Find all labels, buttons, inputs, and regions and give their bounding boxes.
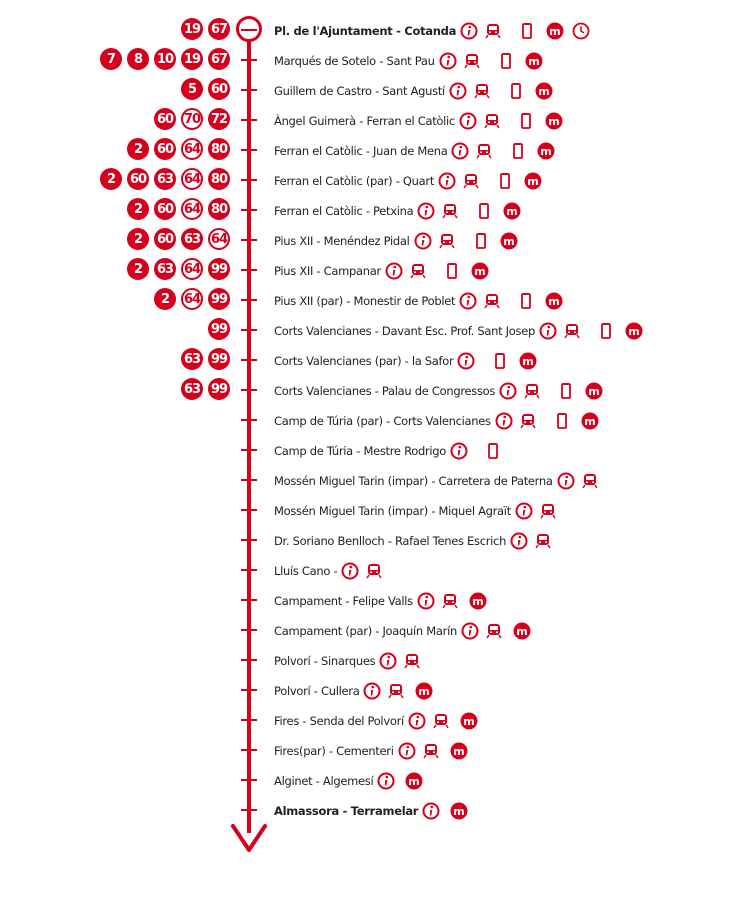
bus-line-badge[interactable]: 2 [127, 228, 149, 250]
metro-icon[interactable] [500, 232, 518, 250]
bus-line-badge[interactable]: 67 [208, 48, 230, 70]
metro-station-icon[interactable] [485, 622, 503, 640]
bus-line-badge[interactable]: 60 [208, 78, 230, 100]
stop [274, 381, 603, 401]
bus-line-badge[interactable]: 60 [154, 108, 176, 130]
bus-line-badge[interactable]: 64 [181, 198, 203, 220]
svg-text:m: m [522, 355, 535, 368]
bus-line-badge[interactable]: 99 [208, 378, 230, 400]
stop [274, 351, 537, 371]
bus-stop-icon[interactable] [518, 22, 536, 40]
stop [274, 561, 383, 581]
stop-tick [241, 599, 257, 601]
bus-line-badge[interactable]: 60 [154, 228, 176, 250]
stop-tick [241, 389, 257, 391]
stop-name[interactable]: Pl. de l'Ajuntament - Cotanda [274, 24, 457, 38]
metro-station-icon[interactable] [403, 652, 421, 670]
stop-row [0, 165, 733, 195]
stop-row [0, 705, 733, 735]
bus-lines [122, 228, 230, 250]
stop-row [0, 375, 733, 405]
metro-station-icon[interactable] [422, 742, 440, 760]
info-icon[interactable] [379, 652, 397, 670]
metro-icon[interactable] [581, 412, 599, 430]
metro-icon[interactable] [405, 772, 423, 790]
stop-name[interactable]: Ferran el Catòlic - Juan de Mena [274, 144, 448, 158]
stop [274, 141, 555, 161]
info-icon[interactable] [408, 712, 426, 730]
metro-icon[interactable] [535, 82, 553, 100]
stop [274, 771, 423, 791]
stop-row [0, 525, 733, 555]
stop-name[interactable]: Corts Valencianes (par) - la Safor [274, 354, 454, 368]
metro-station-icon[interactable] [581, 472, 599, 490]
bus-line-badge[interactable]: 63 [154, 168, 176, 190]
stop-row [0, 435, 733, 465]
bus-line-badge[interactable]: 64 [208, 228, 230, 250]
bus-stop-icon[interactable] [475, 202, 493, 220]
bus-line-badge[interactable]: 80 [208, 198, 230, 220]
bus-lines [95, 48, 230, 70]
stop-row [0, 45, 733, 75]
stop-tick [241, 59, 257, 61]
bus-stop-icon[interactable] [557, 382, 575, 400]
stop-name[interactable]: Guillem de Castro - Sant Agustí [274, 84, 445, 98]
stop-row [0, 285, 733, 315]
stop-tick [241, 149, 257, 151]
svg-text:m: m [540, 145, 553, 158]
bus-line-badge[interactable]: 2 [127, 138, 149, 160]
info-icon[interactable] [451, 142, 469, 160]
stop [274, 441, 502, 461]
info-icon[interactable] [385, 262, 403, 280]
bus-line-badge[interactable]: 19 [181, 18, 203, 40]
bus-line-badge[interactable]: 63 [181, 348, 203, 370]
stop [274, 741, 468, 761]
metro-icon[interactable] [585, 382, 603, 400]
stop-name[interactable]: Pius XII - Campanar [274, 264, 381, 278]
bus-line-badge[interactable]: 19 [181, 48, 203, 70]
svg-text:m: m [628, 325, 640, 338]
stop-row [0, 105, 733, 135]
stop-row [0, 345, 733, 375]
stop-name[interactable]: Dr. Soriano Benlloch - Rafael Tenes Escrich [274, 534, 507, 548]
stop-tick [241, 89, 257, 91]
stop [274, 411, 599, 431]
bus-lines [176, 348, 230, 370]
bus-stop-icon[interactable] [443, 262, 461, 280]
bus-line-badge[interactable]: 99 [208, 288, 230, 310]
info-icon[interactable] [363, 682, 381, 700]
stop-tick [241, 719, 257, 721]
info-icon[interactable] [414, 232, 432, 250]
svg-text:m: m [463, 715, 475, 728]
stop-name[interactable]: Campament (par) - Joaquín Marín [274, 624, 457, 638]
bus-line-badge[interactable]: 64 [181, 138, 203, 160]
stop [274, 531, 552, 551]
stop [274, 801, 468, 821]
bus-line-badge[interactable]: 99 [208, 318, 230, 340]
metro-icon[interactable] [625, 322, 643, 340]
stop-tick [241, 509, 257, 511]
info-icon[interactable] [417, 592, 435, 610]
bus-stop-icon[interactable] [517, 292, 535, 310]
bus-line-badge[interactable]: 63 [181, 228, 203, 250]
bus-line-badge[interactable]: 63 [154, 258, 176, 280]
bus-line-badge[interactable]: 64 [181, 288, 203, 310]
metro-station-icon[interactable] [523, 382, 541, 400]
bus-line-badge[interactable]: 2 [127, 198, 149, 220]
metro-station-icon[interactable] [473, 82, 491, 100]
metro-station-icon[interactable] [539, 502, 557, 520]
svg-text:m: m [452, 745, 465, 758]
stop [274, 81, 553, 101]
metro-station-icon[interactable] [438, 232, 456, 250]
svg-text:m: m [583, 415, 596, 428]
info-icon[interactable] [417, 202, 435, 220]
bus-line-badge[interactable]: 80 [208, 138, 230, 160]
metro-station-icon[interactable] [365, 562, 383, 580]
bus-lines [122, 258, 230, 280]
bus-line-badge[interactable]: 99 [208, 258, 230, 280]
stop-name[interactable]: Àngel Guimerà - Ferran el Catòlic [274, 114, 455, 128]
stop-row [0, 255, 733, 285]
stop-row [0, 585, 733, 615]
bus-line-badge[interactable]: 63 [181, 378, 203, 400]
svg-text:m: m [453, 805, 465, 818]
metro-icon[interactable] [513, 622, 531, 640]
metro-icon[interactable] [545, 112, 563, 130]
info-icon[interactable] [377, 772, 395, 790]
stop-tick [241, 659, 257, 661]
svg-text:m: m [527, 55, 540, 68]
bus-lines [149, 288, 230, 310]
info-icon[interactable] [457, 352, 475, 370]
stop-name[interactable]: Polvorí - Sinarques [274, 654, 376, 668]
metro-station-icon[interactable] [463, 52, 481, 70]
svg-text:m: m [474, 265, 486, 278]
stop [274, 51, 543, 71]
stop-row [0, 765, 733, 795]
bus-stop-icon[interactable] [509, 142, 527, 160]
metro-station-icon[interactable] [534, 532, 552, 550]
svg-text:m: m [538, 85, 550, 98]
bus-line-badge[interactable]: 5 [181, 78, 203, 100]
bus-lines [176, 78, 230, 100]
svg-text:m: m [408, 775, 421, 788]
info-icon[interactable] [438, 172, 456, 190]
stop-tick [241, 119, 257, 121]
svg-text:m: m [418, 685, 431, 698]
stop-name[interactable]: Mossén Miguel Tarin (impar) - Miquel Agraït [274, 504, 511, 518]
bus-line-badge[interactable]: 2 [100, 168, 122, 190]
stop [274, 681, 433, 701]
bus-stop-icon[interactable] [472, 232, 490, 250]
stop-name[interactable]: Camp de Túria - Mestre Rodrigo [274, 444, 447, 458]
metro-station-icon[interactable] [484, 22, 502, 40]
metro-icon[interactable] [469, 592, 487, 610]
stop-tick [241, 629, 257, 631]
stop [274, 621, 531, 641]
stop-row [0, 315, 733, 345]
stop-tick [241, 539, 257, 541]
stop-tick [241, 779, 257, 781]
bus-line-badge[interactable]: 60 [154, 198, 176, 220]
stop-row [0, 75, 733, 105]
stop-tick [241, 419, 257, 421]
stop-name[interactable]: Corts Valencianes - Palau de Congressos [274, 384, 496, 398]
metro-icon[interactable] [524, 172, 542, 190]
stop-name[interactable]: Fires - Senda del Polvorí [274, 714, 404, 728]
bus-line-badge[interactable]: 7 [100, 48, 122, 70]
bus-stop-icon[interactable] [507, 82, 525, 100]
stop-name[interactable]: Pius XII - Menéndez Pidal [274, 234, 410, 248]
info-icon[interactable] [422, 802, 440, 820]
metro-icon[interactable] [450, 802, 468, 820]
stop-row [0, 195, 733, 225]
bus-line-badge[interactable]: 60 [154, 138, 176, 160]
stop-row [0, 645, 733, 675]
info-icon[interactable] [460, 22, 478, 40]
bus-lines [203, 318, 230, 340]
stop-tick [241, 569, 257, 571]
bus-line-badge[interactable]: 72 [208, 108, 230, 130]
svg-text:m: m [502, 235, 515, 248]
stop [274, 201, 521, 221]
stop-tick [241, 809, 257, 811]
info-icon[interactable] [499, 382, 517, 400]
bus-stop-icon[interactable] [517, 112, 535, 130]
bus-stop-icon[interactable] [484, 442, 502, 460]
bus-line-badge[interactable]: 2 [127, 258, 149, 280]
info-icon[interactable] [449, 82, 467, 100]
info-icon[interactable] [459, 112, 477, 130]
bus-stop-icon[interactable] [491, 352, 509, 370]
stop-tick [241, 689, 257, 691]
stop-row [0, 795, 733, 825]
stop-tick [241, 359, 257, 361]
info-icon[interactable] [495, 412, 513, 430]
metro-icon[interactable] [450, 742, 468, 760]
bus-lines [122, 198, 230, 220]
info-icon[interactable] [557, 472, 575, 490]
stop-tick [241, 449, 257, 451]
stop [274, 471, 599, 491]
bus-line-badge[interactable]: 64 [181, 258, 203, 280]
svg-text:m: m [516, 625, 528, 638]
info-icon[interactable] [341, 562, 359, 580]
metro-icon[interactable] [525, 52, 543, 70]
bus-lines [176, 18, 230, 40]
svg-text:m: m [549, 25, 561, 38]
stop [274, 291, 563, 311]
stop [274, 21, 590, 41]
stop-name[interactable]: Campament - Felipe Valls [274, 594, 413, 608]
stop [274, 591, 487, 611]
metro-station-icon[interactable] [475, 142, 493, 160]
metro-station-icon[interactable] [519, 412, 537, 430]
bus-line-badge[interactable]: 99 [208, 348, 230, 370]
info-icon[interactable] [510, 532, 528, 550]
svg-text:m: m [548, 115, 560, 128]
stop-tick [241, 749, 257, 751]
stop-name[interactable]: Lluís Cano - [274, 564, 338, 578]
stop [274, 111, 563, 131]
stop-name[interactable]: Fires(par) - Cementeri [274, 744, 394, 758]
stop-row [0, 225, 733, 255]
stop-row [0, 555, 733, 585]
stop-row [0, 735, 733, 765]
info-icon[interactable] [398, 742, 416, 760]
clock-icon[interactable] [572, 22, 590, 40]
stop-name[interactable]: Alginet - Algemesí [274, 774, 374, 788]
bus-stop-icon[interactable] [553, 412, 571, 430]
stop-row [0, 15, 733, 45]
metro-station-icon[interactable] [441, 592, 459, 610]
stop-tick [241, 269, 257, 271]
stop-tick [241, 239, 257, 241]
metro-icon[interactable] [537, 142, 555, 160]
stop-tick [241, 479, 257, 481]
stop [274, 501, 557, 521]
svg-text:m: m [506, 205, 519, 218]
bus-lines [176, 378, 230, 400]
stop-name[interactable]: Camp de Túria (par) - Corts Valencianes [274, 414, 491, 428]
stop-name[interactable]: Pius XII (par) - Monestir de Poblet [274, 294, 456, 308]
svg-text:m: m [472, 595, 484, 608]
bus-lines [149, 108, 230, 130]
bus-line-badge[interactable]: 64 [181, 168, 203, 190]
stop-name[interactable]: Polvorí - Cullera [274, 684, 360, 698]
stop-tick [241, 299, 257, 301]
stop-name[interactable]: Ferran el Catòlic (par) - Quart [274, 174, 435, 188]
stop [274, 651, 421, 671]
info-icon[interactable] [459, 292, 477, 310]
info-icon[interactable] [450, 442, 468, 460]
info-icon[interactable] [515, 502, 533, 520]
bus-line-badge[interactable]: 2 [154, 288, 176, 310]
stop-row [0, 405, 733, 435]
metro-icon[interactable] [460, 712, 478, 730]
stop-row [0, 675, 733, 705]
metro-station-icon[interactable] [387, 682, 405, 700]
bus-lines [122, 138, 230, 160]
metro-icon[interactable] [519, 352, 537, 370]
svg-text:m: m [527, 175, 539, 188]
info-icon[interactable] [439, 52, 457, 70]
metro-station-icon[interactable] [462, 172, 480, 190]
stop-row [0, 495, 733, 525]
bus-lines [95, 168, 230, 190]
stop [274, 231, 518, 251]
stop-tick [241, 179, 257, 181]
stop-name[interactable]: Corts Valencianes - Davant Esc. Prof. Sant Josep [274, 324, 535, 338]
metro-icon[interactable] [471, 262, 489, 280]
stop [274, 321, 643, 341]
bus-line-badge[interactable]: 80 [208, 168, 230, 190]
bus-line-badge[interactable]: 10 [154, 48, 176, 70]
bus-stop-icon[interactable] [497, 52, 515, 70]
metro-icon[interactable] [545, 292, 563, 310]
info-icon[interactable] [539, 322, 557, 340]
stop-name[interactable]: Marqués de Sotelo - Sant Pau [274, 54, 435, 68]
metro-station-icon[interactable] [563, 322, 581, 340]
bus-line-badge[interactable]: 67 [208, 18, 230, 40]
metro-station-icon[interactable] [483, 292, 501, 310]
stop-row [0, 135, 733, 165]
stop [274, 711, 478, 731]
stop-row [0, 615, 733, 645]
bus-line-badge[interactable]: 8 [127, 48, 149, 70]
svg-text:m: m [548, 295, 560, 308]
svg-text:m: m [588, 385, 600, 398]
metro-icon[interactable] [546, 22, 564, 40]
metro-icon[interactable] [415, 682, 433, 700]
metro-station-icon[interactable] [409, 262, 427, 280]
stop-name[interactable]: Ferran el Catòlic - Petxina [274, 204, 414, 218]
metro-station-icon[interactable] [432, 712, 450, 730]
bus-stop-icon[interactable] [496, 172, 514, 190]
stop-name[interactable]: Almassora - Terramelar [274, 804, 419, 818]
bus-stop-icon[interactable] [597, 322, 615, 340]
stop [274, 261, 489, 281]
metro-station-icon[interactable] [441, 202, 459, 220]
stop-tick [241, 209, 257, 211]
stop-tick [241, 29, 257, 31]
bus-line-badge[interactable]: 70 [181, 108, 203, 130]
stop [274, 171, 542, 191]
stop-name[interactable]: Mossén Miguel Tarin (impar) - Carretera de Paterna [274, 474, 553, 488]
stop-tick [241, 329, 257, 331]
stop-row [0, 465, 733, 495]
bus-line-badge[interactable]: 60 [127, 168, 149, 190]
metro-station-icon[interactable] [483, 112, 501, 130]
info-icon[interactable] [461, 622, 479, 640]
metro-icon[interactable] [503, 202, 521, 220]
